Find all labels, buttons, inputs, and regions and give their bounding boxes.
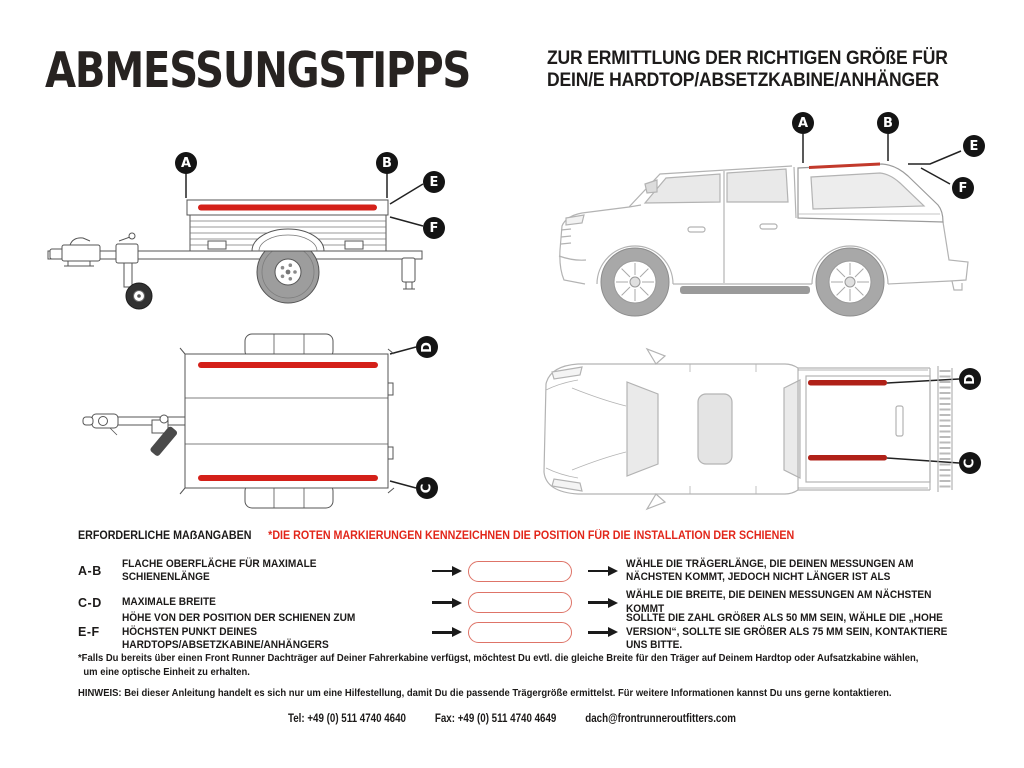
measure-desc-ef: HÖHE VON DER POSITION DER SCHIENEN ZUM HÖCHSTEN PUNKT DEINES HARDTOPS/ABSETZKABINE/ANHÄNGERS: [122, 612, 356, 651]
arrow-right-icon: [432, 627, 462, 637]
rail-position-marking-top-right: [198, 475, 378, 481]
hinweis-note: HINWEIS: Bei dieser Anleitung handelt es sich nur um eine Hilfestellung, damit Du die passende Trägergröße ermittelst. Für weitere Informationen kannst Du uns gerne kontaktieren.: [78, 687, 892, 699]
measure-code-ef: E-F: [78, 625, 100, 640]
page-subtitle: [547, 48, 948, 91]
measure-instruction-ef: SOLLTE DIE ZAHL GRÖßER ALS 50 MM SEIN, WÄHLE DIE „HOHE VERSION“, SOLLTE SIE GRÖßER ALS 75 MM SEIN, KONTAKTIERE UNS BITTE.: [626, 612, 948, 651]
measure-desc-cd: MAXIMALE BREITE: [122, 595, 216, 608]
arrow-right-icon: [432, 566, 462, 576]
marker-e-trailer-side: E: [423, 171, 445, 193]
arrow-right-icon: [588, 566, 618, 576]
subtitle-line-1: ZUR ERMITTLUNG DER RICHTIGEN GRÖßE FÜR: [547, 47, 948, 69]
measure-code-ab: A-B: [78, 564, 102, 578]
marker-f-trailer-side: F: [423, 217, 445, 239]
marker-e-truck-side: E: [963, 135, 985, 157]
truck-top-view-diagram: [530, 330, 1000, 525]
footnote-line-1: *Falls Du bereits über einen Front Runner Dachträger auf Deiner Fahrerkabine verfügst, möchtest Du evtl. die gleiche Breite für den Träger auf Deinem Hardtop oder Aufsatzkabine wählen,: [78, 652, 919, 664]
footer-fax: Fax: +49 (0) 511 4740 4649: [434, 713, 557, 725]
footer-tel: Tel: +49 (0) 511 4740 4640: [287, 713, 407, 725]
truck-top-view-drawing: [530, 330, 1000, 525]
marker-b-truck-side: B: [877, 112, 899, 134]
trailer-top-view-diagram: [40, 325, 470, 525]
subtitle-line-2: DEIN/E HARDTOP/ABSETZKABINE/ANHÄNGER: [547, 68, 940, 91]
footer-email[interactable]: dach@frontrunneroutfitters.com: [585, 713, 737, 725]
marker-b-trailer-side: B: [376, 152, 398, 174]
running-board: [680, 286, 810, 294]
measure-instruction-ab: WÄHLE DIE TRÄGERLÄNGE, DIE DEINEN MESSUNGEN AM NÄCHSTEN KOMMT, JEDOCH NICHT LÄNGER IST ALS: [626, 557, 914, 583]
footnote-line-2: um eine optische Einheit zu erhalten.: [83, 666, 250, 678]
marker-a-truck-side: A: [792, 112, 814, 134]
marker-f-truck-side: F: [952, 177, 974, 199]
arrow-right-icon: [588, 627, 618, 637]
measurements-heading-line: [78, 530, 794, 542]
measurements-heading: ERFORDERLICHE MAẞANGABEN: [78, 530, 252, 542]
truck-side-view-drawing: [530, 110, 1000, 320]
measurement-row-ef: [78, 612, 991, 652]
measure-desc-ab: FLACHE OBERFLÄCHE FÜR MAXIMALE SCHIENENLÄNGE: [122, 557, 317, 583]
rail-position-marking-side: [198, 205, 377, 211]
truck-wheels: [601, 248, 884, 316]
truck-side-view-diagram: [530, 110, 1000, 320]
trailer-top-view-drawing: [40, 325, 470, 525]
measure-instruction-cd: WÄHLE DIE BREITE, DIE DEINEN MESSUNGEN AM NÄCHSTEN KOMMT: [626, 589, 932, 615]
marker-c-truck-top: C: [959, 452, 981, 474]
marker-d-truck-top: D: [959, 368, 981, 390]
marker-d-trailer-top: D: [416, 336, 438, 358]
rail-position-marking-bed-right: [808, 455, 887, 461]
measurement-input-cd[interactable]: [468, 592, 572, 613]
red-marking-note: *DIE ROTEN MARKIERUNGEN KENNZEICHNEN DIE POSITION FÜR DIE INSTALLATION DER SCHIENEN: [268, 530, 795, 542]
trailer-side-view-drawing: [40, 120, 460, 320]
measure-code-cd: C-D: [78, 595, 102, 610]
contact-footer: [77, 713, 947, 725]
measurement-input-ab[interactable]: [468, 561, 572, 582]
measurement-row-ab: [78, 556, 991, 586]
marker-c-trailer-top: C: [416, 477, 438, 499]
arrow-right-icon: [432, 598, 462, 608]
rail-position-marking-top-left: [198, 362, 378, 368]
measurement-input-ef[interactable]: [468, 622, 572, 643]
trailer-side-view-diagram: [40, 120, 460, 320]
marker-a-trailer-side: A: [175, 152, 197, 174]
arrow-right-icon: [588, 598, 618, 608]
footnote: [78, 651, 918, 679]
page-title: ABMESSUNGSTIPPS: [45, 42, 471, 99]
rail-position-marking-bed-left: [808, 380, 887, 386]
